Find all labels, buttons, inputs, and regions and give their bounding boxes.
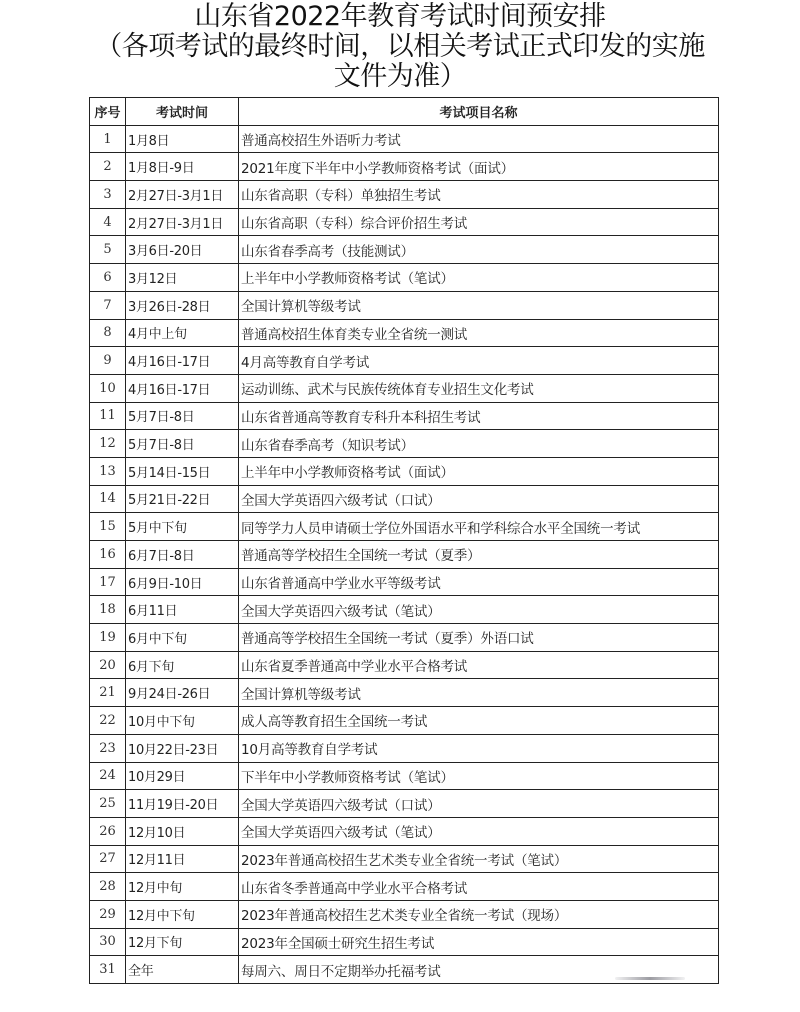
serial-number-cell: 31 [90, 956, 126, 984]
exam-date-cell: 2月27日-3月1日 [126, 181, 239, 209]
exam-date-cell: 12月11日 [126, 845, 239, 873]
table-row [90, 762, 719, 790]
table-row [90, 790, 719, 818]
exam-name-cell: 全国大学英语四六级考试（笔试） [239, 596, 719, 624]
exam-date-cell: 6月11日 [126, 596, 239, 624]
table-row [90, 900, 719, 928]
exam-name-cell: 2023年全国硕士研究生招生考试 [239, 928, 719, 956]
exam-name-cell: 山东省高职（专科）综合评价招生考试 [239, 208, 719, 236]
document-title [0, 2, 800, 92]
serial-number-cell: 22 [90, 707, 126, 735]
serial-number-cell: 16 [90, 541, 126, 569]
exam-date-cell: 6月9日-10日 [126, 568, 239, 596]
exam-name-cell: 普通高等学校招生全国统一考试（夏季） [239, 541, 719, 569]
exam-date-cell: 12月中旬 [126, 873, 239, 901]
exam-date-cell: 3月26日-28日 [126, 291, 239, 319]
table-row [90, 291, 719, 319]
exam-date-cell: 5月21日-22日 [126, 485, 239, 513]
exam-date-cell: 10月22日-23日 [126, 734, 239, 762]
table-row [90, 928, 719, 956]
exam-name-cell: 2023年普通高校招生艺术类专业全省统一考试（现场） [239, 900, 719, 928]
serial-number-cell: 10 [90, 374, 126, 402]
serial-number-cell: 9 [90, 347, 126, 375]
serial-number-cell: 11 [90, 402, 126, 430]
table-row [90, 485, 719, 513]
exam-date-cell: 5月中下旬 [126, 513, 239, 541]
serial-number-cell: 27 [90, 845, 126, 873]
exam-name-cell: 上半年中小学教师资格考试（笔试） [239, 264, 719, 292]
exam-schedule-table [89, 97, 719, 984]
table-row [90, 596, 719, 624]
exam-date-cell: 12月10日 [126, 817, 239, 845]
table-row [90, 457, 719, 485]
exam-date-cell: 4月16日-17日 [126, 347, 239, 375]
table-row [90, 181, 719, 209]
exam-name-cell: 山东省夏季普通高中学业水平合格考试 [239, 651, 719, 679]
exam-name-cell: 全国计算机等级考试 [239, 291, 719, 319]
exam-name-cell: 山东省高职（专科）单独招生考试 [239, 181, 719, 209]
table-row [90, 513, 719, 541]
serial-number-cell: 3 [90, 181, 126, 209]
exam-date-cell: 1月8日-9日 [126, 153, 239, 181]
exam-date-cell: 全年 [126, 956, 239, 984]
exam-date-cell: 6月7日-8日 [126, 541, 239, 569]
table-row [90, 374, 719, 402]
serial-number-cell: 25 [90, 790, 126, 818]
exam-date-cell: 4月中上旬 [126, 319, 239, 347]
table-row [90, 125, 719, 153]
serial-number-cell: 21 [90, 679, 126, 707]
image-smudge-artifact [615, 977, 685, 980]
serial-number-cell: 20 [90, 651, 126, 679]
exam-date-cell: 12月下旬 [126, 928, 239, 956]
table-row [90, 402, 719, 430]
serial-number-cell: 28 [90, 873, 126, 901]
exam-date-cell: 4月16日-17日 [126, 374, 239, 402]
serial-number-cell: 13 [90, 457, 126, 485]
exam-name-cell: 全国大学英语四六级考试（笔试） [239, 817, 719, 845]
serial-number-cell: 15 [90, 513, 126, 541]
exam-name-cell: 同等学力人员申请硕士学位外国语水平和学科综合水平全国统一考试 [239, 513, 719, 541]
serial-number-cell: 26 [90, 817, 126, 845]
exam-name-cell: 4月高等教育自学考试 [239, 347, 719, 375]
table-header-row [90, 98, 719, 126]
table-row [90, 541, 719, 569]
exam-name-cell: 成人高等教育招生全国统一考试 [239, 707, 719, 735]
exam-name-cell: 全国大学英语四六级考试（口试） [239, 485, 719, 513]
header-serial-number: 序号 [90, 98, 126, 126]
serial-number-cell: 14 [90, 485, 126, 513]
exam-name-cell: 山东省冬季普通高中学业水平合格考试 [239, 873, 719, 901]
serial-number-cell: 23 [90, 734, 126, 762]
serial-number-cell: 4 [90, 208, 126, 236]
serial-number-cell: 5 [90, 236, 126, 264]
exam-name-cell: 山东省普通高中学业水平等级考试 [239, 568, 719, 596]
table-row [90, 651, 719, 679]
title-line-3: 文件为准） [333, 61, 467, 92]
exam-date-cell: 6月中下旬 [126, 624, 239, 652]
table-row [90, 679, 719, 707]
exam-date-cell: 9月24日-26日 [126, 679, 239, 707]
serial-number-cell: 18 [90, 596, 126, 624]
title-line-2: （各项考试的最终时间，以相关考试正式印发的实施 [95, 31, 705, 62]
exam-date-cell: 5月7日-8日 [126, 430, 239, 458]
table-row [90, 817, 719, 845]
serial-number-cell: 2 [90, 153, 126, 181]
exam-date-cell: 5月7日-8日 [126, 402, 239, 430]
exam-name-cell: 每周六、周日不定期举办托福考试 [239, 956, 719, 984]
table-body [90, 125, 719, 983]
serial-number-cell: 17 [90, 568, 126, 596]
table-row [90, 568, 719, 596]
exam-date-cell: 5月14日-15日 [126, 457, 239, 485]
serial-number-cell: 1 [90, 125, 126, 153]
table-row [90, 236, 719, 264]
table-row [90, 873, 719, 901]
title-line-1: 山东省2022年教育考试时间预安排 [194, 1, 606, 32]
exam-date-cell: 1月8日 [126, 125, 239, 153]
serial-number-cell: 30 [90, 928, 126, 956]
exam-name-cell: 全国大学英语四六级考试（口试） [239, 790, 719, 818]
exam-name-cell: 普通高校招生外语听力考试 [239, 125, 719, 153]
serial-number-cell: 24 [90, 762, 126, 790]
table-row [90, 208, 719, 236]
exam-name-cell: 2021年度下半年中小学教师资格考试（面试） [239, 153, 719, 181]
exam-name-cell: 运动训练、武术与民族传统体育专业招生文化考试 [239, 374, 719, 402]
exam-date-cell: 12月中下旬 [126, 900, 239, 928]
exam-name-cell: 10月高等教育自学考试 [239, 734, 719, 762]
exam-date-cell: 3月6日-20日 [126, 236, 239, 264]
exam-date-cell: 10月中下旬 [126, 707, 239, 735]
table-row [90, 624, 719, 652]
table-row [90, 707, 719, 735]
exam-name-cell: 山东省普通高等教育专科升本科招生考试 [239, 402, 719, 430]
table-row [90, 347, 719, 375]
exam-name-cell: 山东省春季高考（知识考试） [239, 430, 719, 458]
serial-number-cell: 6 [90, 264, 126, 292]
exam-name-cell: 山东省春季高考（技能测试） [239, 236, 719, 264]
exam-name-cell: 普通高等学校招生全国统一考试（夏季）外语口试 [239, 624, 719, 652]
exam-date-cell: 2月27日-3月1日 [126, 208, 239, 236]
serial-number-cell: 8 [90, 319, 126, 347]
header-exam-date: 考试时间 [126, 98, 239, 126]
header-exam-name: 考试项目名称 [239, 98, 719, 126]
table-row [90, 264, 719, 292]
table-row [90, 319, 719, 347]
table-row [90, 153, 719, 181]
table-row [90, 734, 719, 762]
table-row [90, 430, 719, 458]
exam-date-cell: 11月19日-20日 [126, 790, 239, 818]
serial-number-cell: 19 [90, 624, 126, 652]
exam-name-cell: 全国计算机等级考试 [239, 679, 719, 707]
exam-name-cell: 普通高校招生体育类专业全省统一测试 [239, 319, 719, 347]
exam-date-cell: 10月29日 [126, 762, 239, 790]
table-row [90, 845, 719, 873]
serial-number-cell: 12 [90, 430, 126, 458]
exam-date-cell: 6月下旬 [126, 651, 239, 679]
exam-date-cell: 3月12日 [126, 264, 239, 292]
serial-number-cell: 7 [90, 291, 126, 319]
exam-name-cell: 上半年中小学教师资格考试（面试） [239, 457, 719, 485]
exam-name-cell: 2023年普通高校招生艺术类专业全省统一考试（笔试） [239, 845, 719, 873]
exam-name-cell: 下半年中小学教师资格考试（笔试） [239, 762, 719, 790]
serial-number-cell: 29 [90, 900, 126, 928]
